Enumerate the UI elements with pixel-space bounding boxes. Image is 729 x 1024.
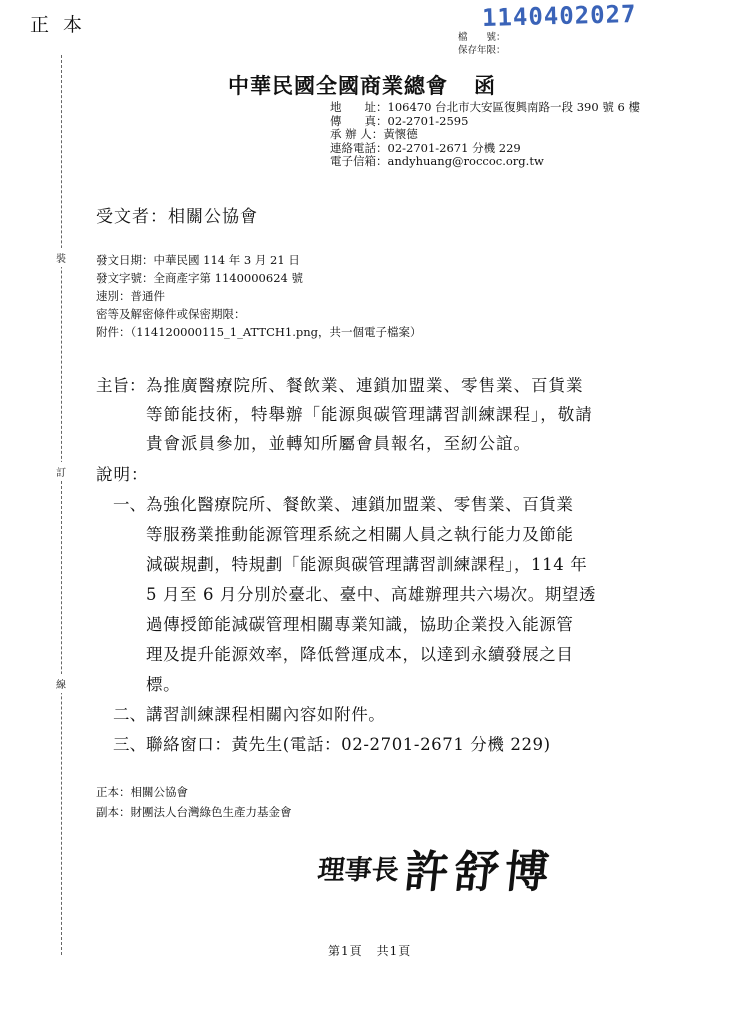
explanation-section xyxy=(96,460,596,760)
binding-mark-xian: 線 xyxy=(55,674,67,693)
email-label: 電子信箱： xyxy=(330,154,388,168)
copy-type-label: 正本 xyxy=(30,14,97,36)
chairman-signature xyxy=(315,836,559,900)
file-number-label: 檔 號： xyxy=(458,32,506,43)
subject-section xyxy=(96,371,616,458)
copy-recipient: 副本：財團法人台灣綠色生產力基金會 xyxy=(96,805,292,819)
page-current: 第1頁 xyxy=(328,944,363,958)
phone-value: 02-2701-2671 分機 229 xyxy=(387,140,521,155)
item-line: 講習訓練課程相關內容如附件。 xyxy=(146,705,386,724)
fax-value: 02-2701-2595 xyxy=(387,113,469,128)
sender-address-row xyxy=(330,101,640,115)
document-meta xyxy=(96,251,422,341)
signature-name: 許舒博 xyxy=(401,847,558,898)
sender-fax-row xyxy=(330,115,640,129)
subject-line: 為推廣醫療院所、餐飲業、連鎖加盟業、零售業、百貨業 xyxy=(146,376,584,395)
secrecy-level: 密等及解密條件或保密期限： xyxy=(96,307,246,321)
issue-date: 發文日期：中華民國 114 年 3 月 21 日 xyxy=(96,253,300,267)
phone-label: 連絡電話： xyxy=(330,140,388,155)
signature-role: 理事長 xyxy=(316,855,401,886)
issue-number: 發文字號：全商產字第 1140000624 號 xyxy=(96,271,303,285)
title-organization: 中華民國全國商業總會 xyxy=(228,73,448,98)
explanation-item xyxy=(96,700,596,730)
item-number: 三、 xyxy=(113,735,146,754)
document-title xyxy=(228,70,496,100)
attachment-info: 附件：（114120000115_1_ATTCH1.png，共一個電子檔案） xyxy=(96,325,422,339)
address-value: 106470 台北市大安區復興南路一段 390 號 6 樓 xyxy=(387,100,640,114)
item-line: 5 月至 6 月分別於臺北、臺中、高雄辦理共六場次。期望透 xyxy=(146,585,597,604)
binding-mark-ding: 訂 xyxy=(55,462,67,481)
explanation-item xyxy=(96,730,596,760)
address-label: 地 址： xyxy=(330,100,388,114)
fax-label: 傳 真： xyxy=(330,113,388,128)
explanation-heading: 說明： xyxy=(96,465,149,484)
sender-info xyxy=(330,101,640,169)
explanation-item xyxy=(96,490,596,700)
email-value: andyhuang@roccoc.org.tw xyxy=(387,154,544,168)
original-recipient: 正本：相關公協會 xyxy=(96,785,188,799)
sender-email-row xyxy=(330,155,640,169)
item-number: 二、 xyxy=(113,705,146,724)
file-meta xyxy=(458,31,506,57)
page-number xyxy=(328,942,411,959)
delivery-speed: 速別：普通件 xyxy=(96,289,165,303)
item-line: 理及提升能源效率，降低營運成本，以達到永續發展之目 xyxy=(146,645,574,664)
subject-label: 主旨： xyxy=(96,376,146,395)
handler-label: 承 辦 人： xyxy=(330,127,384,141)
sender-phone-row xyxy=(330,142,640,156)
binding-line xyxy=(61,55,62,955)
item-line: 過傳授節能減碳管理相關專業知識，協助企業投入能源管 xyxy=(146,615,574,634)
page-total: 共1頁 xyxy=(376,944,412,958)
binding-mark-zhuang: 裝 xyxy=(55,248,67,267)
document-number-stamp: 1140402027 xyxy=(481,0,637,33)
item-line: 減碳規劃，特規劃「能源與碳管理講習訓練課程」，114 年 xyxy=(146,555,588,574)
item-number: 一、 xyxy=(113,495,146,514)
sender-handler-row xyxy=(330,128,640,142)
item-line: 為強化醫療院所、餐飲業、連鎖加盟業、零售業、百貨業 xyxy=(146,495,574,514)
addressee: 受文者：相關公協會 xyxy=(96,207,258,227)
item-line: 標。 xyxy=(146,675,181,694)
subject-line: 等節能技術，特舉辦「能源與碳管理講習訓練課程」，敬請 xyxy=(146,405,593,424)
distribution-list xyxy=(96,782,292,822)
handler-value: 黃懷德 xyxy=(383,127,418,141)
item-line: 等服務業推動能源管理系統之相關人員之執行能力及節能 xyxy=(146,525,574,544)
subject-line: 貴會派員參加，並轉知所屬會員報名，至紉公誼。 xyxy=(146,434,531,453)
title-document-kind: 函 xyxy=(474,73,496,98)
item-line: 聯絡窗口：黃先生(電話：02-2701-2671 分機 229) xyxy=(146,735,551,754)
retention-period-label: 保存年限： xyxy=(458,45,506,56)
